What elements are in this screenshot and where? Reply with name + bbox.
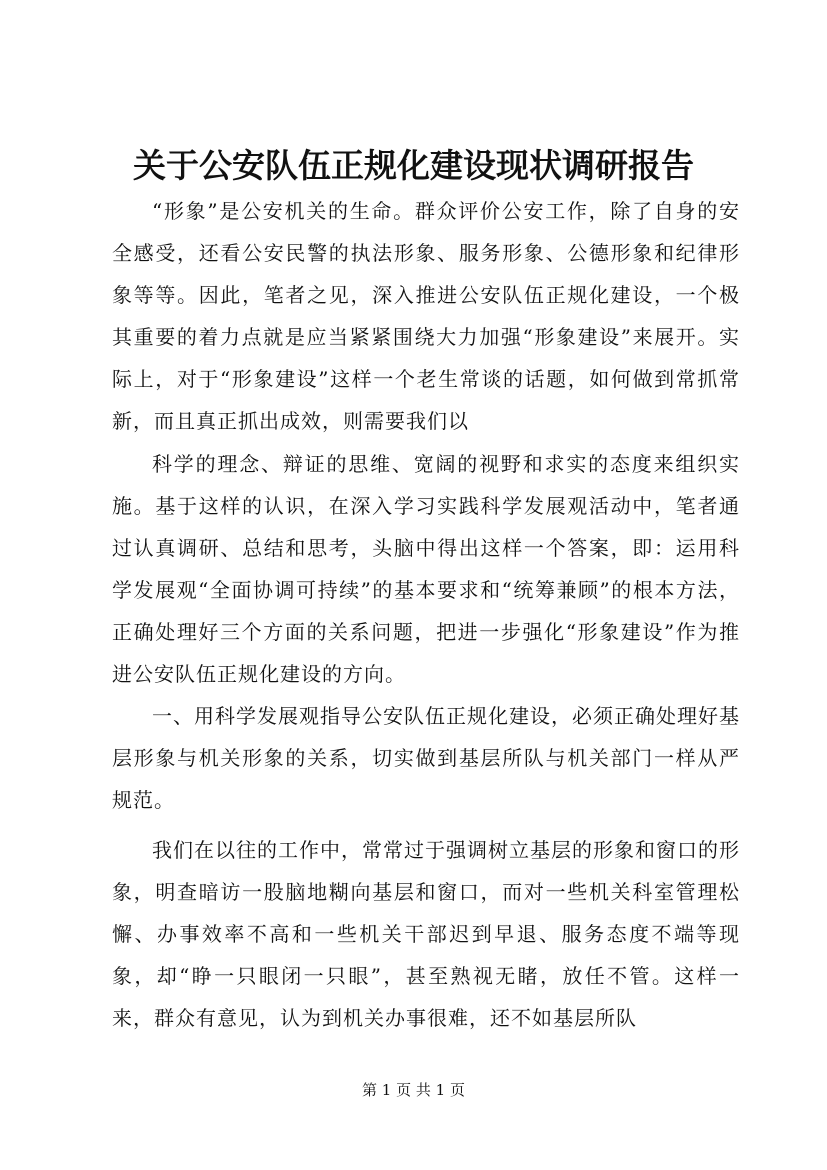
paragraph-1: “形象”是公安机关的生命。群众评价公安工作，除了自身的安全感受，还看公安民警的执法形象、服务形象、公德形象和纪律形象等等。因此，笔者之见，深入推进公安队伍正规化建设，一个极其重要的着力点就是应当紧紧围绕大力加强“形象建设”来展开。实际上，对于“形象建设”这样一个老生常谈的话题，如何做到常抓常新，而且真正抓出成效，则需要我们以: [112, 199, 740, 433]
paragraph-2: 科学的理念、辩证的思维、宽阔的视野和求实的态度来组织实施。基于这样的认识，在深入学习实践科学发展观活动中，笔者通过认真调研、总结和思考，头脑中得出这样一个答案，即：运用科学发展观“全面协调可持续”的基本要求和“统筹兼顾”的根本方法，正确处理好三个方面的关系问题，把进一步强化“形象建设”作为推进公安队伍正规化建设的方向。: [112, 452, 740, 686]
paragraph-4: 我们在以往的工作中，常常过于强调树立基层的形象和窗口的形象，明查暗访一股脑地糊向基层和窗口，而对一些机关科室管理松懈、办事效率不高和一些机关干部迟到早退、服务态度不端等现象，却“睁一只眼闭一只眼”，甚至熟视无睹，放任不管。这样一来，群众有意见，认为到机关办事很难，还不如基层所队: [112, 838, 740, 1030]
paragraph-3: 一、用科学发展观指导公安队伍正规化建设，必须正确处理好基层形象与机关形象的关系，切实做到基层所队与机关部门一样从严规范。: [112, 704, 740, 812]
document-title: 关于公安队伍正规化建设现状调研报告: [133, 146, 694, 185]
document-body: [112, 190, 740, 1039]
page-number-footer: 第 1 页 共 1 页: [362, 1081, 465, 1099]
